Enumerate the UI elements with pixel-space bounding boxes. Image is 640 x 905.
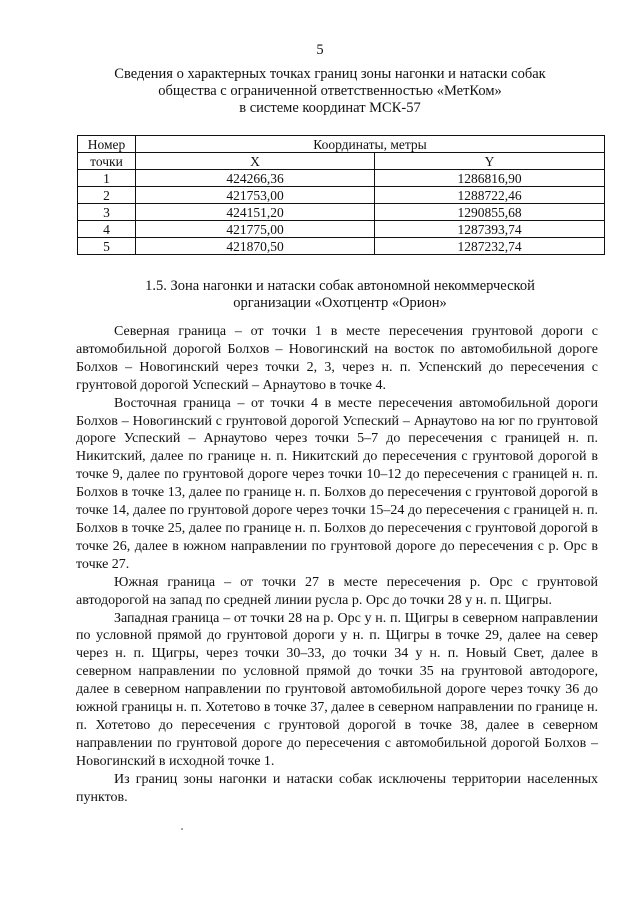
paragraph-exclusions: Из границ зоны нагонки и натаски собак исключены территории населенных пунктов. [76,771,598,805]
table-row [78,170,605,187]
header-point-number-2: точки [78,153,136,170]
boundary-description [76,323,598,806]
title-line-1: Сведения о характерных точках границ зоны нагонки и натаски собак [114,66,546,82]
cell-x: 421870,50 [136,238,375,255]
cell-number: 1 [78,170,136,187]
table-row [78,221,605,238]
cell-number: 5 [78,238,136,255]
title-line-3: в системе координат МСК-57 [239,100,421,116]
paragraph-east-boundary: Восточная граница – от точки 4 в месте пересечения автомобильной дороги Болхов – Новогинский с грунтовой дорогой Успеский – Арнаутово на юг по грунтовой дороге Успеский – Арнаутово через точки 5–7 до пересечения с границей н. п. Никитский, далее по границе н. п. Никитский до пересечения с грунтовой дорогой в точке 9, далее по грунтовой дороге через точки 10–12 до пересечения с границей н. п. Болхов в точке 13, далее по границе н. п. Болхов до пересечения с грунтовой дорогой в точке 14, далее по грунтовой дороге через точки 15–24 до пересечения с границей н. п. Болхов в точке 25, далее по границе н. п. Болхов до пересечения с грунтовой дорогой в точке 26, далее в южном направлении по грунтовой дороге до пересечения с р. Орс в точке 27. [76,395,598,572]
cell-x: 421753,00 [136,187,375,204]
cell-x: 424151,20 [136,204,375,221]
header-x: X [136,153,375,170]
title-line-2: общества с ограниченной ответственностью «МетКом» [158,83,502,99]
scan-speck [181,828,183,830]
paragraph-north-boundary: Северная граница – от точки 1 в месте пересечения грунтовой дороги с автомобильной дорогой Болхов – Новогинский на восток по автомобильной дороге Болхов – Новогинский через точки 2, 3, через н. п. Успенский до пересечения с грунтовой дорогой Успеский – Арнаутово в точке 4. [76,324,598,393]
coordinates-table [77,135,605,255]
cell-y: 1287232,74 [375,238,605,255]
table-row [78,238,605,255]
header-y: Y [375,153,605,170]
header-point-number-1: Номер [78,136,136,153]
section-heading [80,278,600,312]
paragraph-south-boundary: Южная граница – от точки 27 в месте пересечения р. Орс с грунтовой автодорогой на запад по средней линии русла р. Орс до точки 28 у н. п. Щигры. [76,574,598,608]
page-number: 5 [316,42,324,58]
table-header-row [78,136,605,153]
cell-y: 1287393,74 [375,221,605,238]
header-coordinates: Координаты, метры [136,136,605,153]
cell-number: 4 [78,221,136,238]
cell-y: 1288722,46 [375,187,605,204]
table-row [78,204,605,221]
cell-y: 1290855,68 [375,204,605,221]
table-row [78,187,605,204]
cell-x: 424266,36 [136,170,375,187]
cell-x: 421775,00 [136,221,375,238]
table-title [60,66,600,117]
cell-y: 1286816,90 [375,170,605,187]
cell-number: 2 [78,187,136,204]
paragraph-west-boundary: Западная граница – от точки 28 на р. Орс у н. п. Щигры в северном направлении по условной прямой до грунтовой дороги у н. п. Щигры в точке 29, далее на север через н. п. Щигры, через точки 30–33, до точки 34 у н. п. Новый Свет, далее в северном направлении по условной прямой до точки 35 на грунтовой автодороге, далее в северном направлении по грунтовой автомобильной дороге через точку 36 до южной границы н. п. Хотетово в точке 37, далее в северном направлении по границе н. п. Хотетово до пересечения с грунтовой дорогой в точке 38, далее в северном направлении по грунтовой дороге до пересечения с автомобильной дорогой Болхов – Новогинский в исходной точке 1. [76,610,598,769]
table-subheader-row [78,153,605,170]
section-heading-line-2: организации «Охотцентр «Орион» [233,295,447,311]
cell-number: 3 [78,204,136,221]
section-heading-line-1: 1.5. Зона нагонки и натаски собак автономной некоммерческой [145,278,535,294]
